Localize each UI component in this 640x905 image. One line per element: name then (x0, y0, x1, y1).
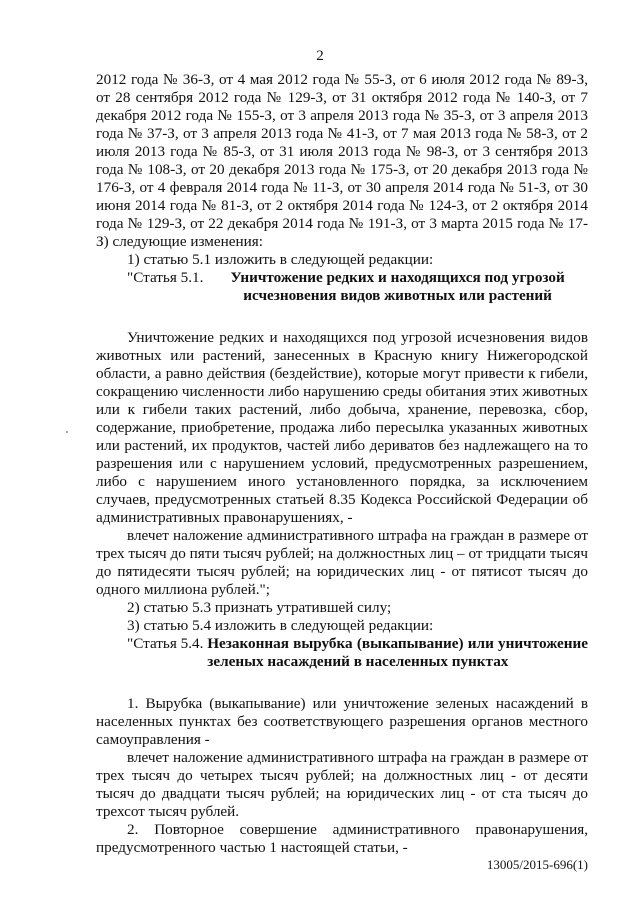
document-code: 13005/2015-696(1) (486, 857, 588, 872)
article-5-4-title: Незаконная вырубка (выкапывание) или уничтожение зеленых насаждений в населенных пунктах (207, 635, 588, 670)
amendment-item-1: 1) статью 5.1 изложить в следующей редакции: (127, 251, 434, 268)
article-5-4-penalty-1: влечет наложение административного штрафа на граждан в размере от трех тысяч до четырех тысяч рублей; на должностных лиц - от десяти тысяч до двадцати тысяч рублей; на юридических лиц - от ста тысяч до трехсот тысяч рублей. (96, 749, 588, 820)
article-5-1-title: Уничтожение редких и находящихся под угрозой исчезновения видов животных или растений (230, 269, 565, 304)
article-5-4-label: "Статья 5.4. (127, 635, 208, 652)
article-5-1-body: Уничтожение редких и находящихся под угрозой исчезновения видов животных или растений, занесенных в Красную книгу Нижегородской области, а равно действия (бездействие), которые могут привести к гибели, сокращению численности либо нарушению среды обитания этих животных или к гибели таких растений, либо добыча, хранение, перевозка, сбор, содержание, приобретение, продажа либо пересылка указанных животных или растений, их продуктов, частей либо дериватов без надлежащего на то разрешения или с нарушением условий, предусмотренных разрешением, либо с нарушением иного установленного порядка, за исключением случаев, предусмотренных статьей 8.35 Кодекса Российской Федерации об административных правонарушениях, - (96, 329, 588, 526)
article-5-4-part-1: 1. Вырубка (выкапывание) или уничтожение зеленых насаждений в населенных пунктах без соответствующего разрешения органов местного самоуправления - (96, 695, 588, 748)
article-5-1-penalty: влечет наложение административного штрафа на граждан в размере от трех тысяч до пяти тысяч рублей; на должностных лиц – от тридцати тысяч до пятидесяти тысяч рублей; на юридических лиц - от пятисот тысяч до одного миллиона рублей."; (96, 527, 588, 598)
margin-mark (66, 431, 68, 433)
article-5-4-heading (96, 635, 588, 671)
amendment-item-3: 3) статью 5.4 изложить в следующей редакции: (127, 617, 434, 634)
article-5-1-heading (96, 269, 588, 305)
page-number: 2 (316, 48, 324, 64)
intro-paragraph: 2012 года № 36-З, от 4 мая 2012 года № 55-З, от 6 июля 2012 года № 89-З, от 28 сентября 2012 года № 129-З, от 31 октября 2012 года № 140-З, от 7 декабря 2012 года № 155-З, от 3 апреля 2013 года № 35-З, от 3 апреля 2013 года № 37-З, от 3 апреля 2013 года № 41-З, от 7 мая 2013 года № 58-З, от 2 июля 2013 года № 85-З, от 31 июля 2013 года № 98-З, от 3 сентября 2013 года № 108-З, от 20 декабря 2013 года № 175-З, от 20 декабря 2013 года № 176-З, от 4 февраля 2014 года № 11-З, от 30 апреля 2014 года № 51-З, от 30 июня 2014 года № 81-З, от 2 октября 2014 года № 124-З, от 2 октября 2014 года № 129-З, от 22 декабря 2014 года № 191-З, от 3 марта 2015 года № 17-З) следующие изменения: (96, 71, 588, 250)
article-5-1-label: "Статья 5.1. (127, 269, 208, 286)
article-5-4-part-2: 2. Повторное совершение административного правонарушения, предусмотренного частью 1 настоящей статьи, - (96, 821, 588, 856)
amendment-item-2: 2) статью 5.3 признать утратившей силу; (127, 599, 392, 616)
document-body (96, 71, 588, 857)
